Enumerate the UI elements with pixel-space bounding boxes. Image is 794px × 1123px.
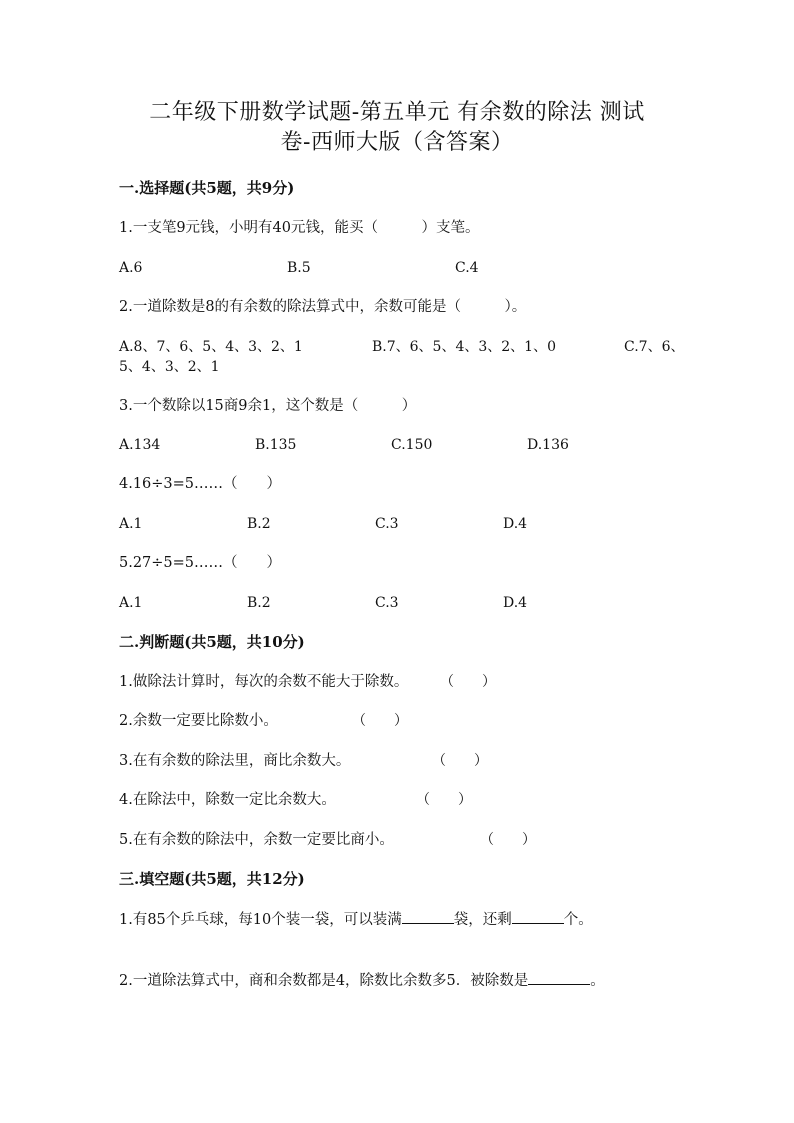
question-text: 2.一道除数是8的有余数的除法算式中，余数可能是（ ）。: [119, 299, 527, 315]
fill-question: [119, 909, 593, 930]
judge-question-text: 3.在有余数的除法里，商比余数大。: [119, 753, 351, 769]
option: A.8、7、6、5、4、3、2、1: [119, 339, 303, 355]
section-heading-choice: 一.选择题(共5题，共9分): [119, 179, 295, 197]
page-title-line2: 卷-西师大版（含答案）: [280, 130, 514, 155]
option: C.4: [455, 260, 479, 276]
option: B.5: [287, 260, 311, 276]
judge-question-text: 1.做除法计算时，每次的余数不能大于除数。: [119, 674, 409, 690]
fill-question-text: 。: [590, 973, 605, 989]
answer-paren: （ ）: [432, 753, 488, 769]
judge-question-text: 2.余数一定要比除数小。: [119, 713, 278, 729]
option: A.1: [119, 595, 143, 611]
option: B.7、6、5、4、3、2、1、0: [372, 339, 556, 355]
question-text: 4.16÷3=5……（ ）: [119, 476, 282, 492]
option: C.150: [391, 437, 433, 453]
option: B.135: [255, 437, 297, 453]
answer-blank[interactable]: [402, 909, 454, 924]
fill-question: [119, 970, 605, 991]
option: B.2: [247, 516, 271, 532]
section-heading-fill: 三.填空题(共5题，共12分): [119, 870, 305, 888]
judge-question-text: 4.在除法中，除数一定比余数大。: [119, 792, 336, 808]
option: C.7、6、: [624, 339, 685, 355]
option: D.136: [527, 437, 569, 453]
answer-paren: （ ）: [352, 713, 408, 729]
answer-blank[interactable]: [528, 970, 590, 985]
page-title-line1: 二年级下册数学试题-第五单元 有余数的除法 测试: [149, 100, 645, 125]
section-heading-judge: 二.判断题(共5题，共10分): [119, 633, 305, 651]
question-text: 5.27÷5=5……（ ）: [119, 555, 282, 571]
option-continued: 5、4、3、2、1: [119, 359, 220, 375]
answer-paren: （ ）: [440, 674, 496, 690]
option: A.134: [119, 437, 161, 453]
option: D.4: [503, 516, 528, 532]
fill-question-text: 2.一道除法算式中，商和余数都是4，除数比余数多5．被除数是: [119, 973, 529, 989]
fill-question-text: 1.有85个乒乓球，每10个装一袋，可以装满: [119, 912, 402, 928]
option: B.2: [247, 595, 271, 611]
option: C.3: [375, 516, 399, 532]
question-text: 3.一个数除以15商9余1，这个数是（ ）: [119, 398, 417, 414]
answer-blank[interactable]: [512, 909, 564, 924]
option: A.1: [119, 516, 143, 532]
answer-paren: （ ）: [416, 792, 472, 808]
judge-question-text: 5.在有余数的除法中，余数一定要比商小。: [119, 832, 394, 848]
option: C.3: [375, 595, 399, 611]
answer-paren: （ ）: [480, 832, 536, 848]
option: A.6: [119, 260, 143, 276]
question-text: 1.一支笔9元钱，小明有40元钱，能买（ ）支笔。: [119, 220, 480, 236]
fill-question-text: 个。: [563, 912, 593, 928]
option: D.4: [503, 595, 528, 611]
fill-question-text: 袋，还剩: [453, 912, 512, 928]
